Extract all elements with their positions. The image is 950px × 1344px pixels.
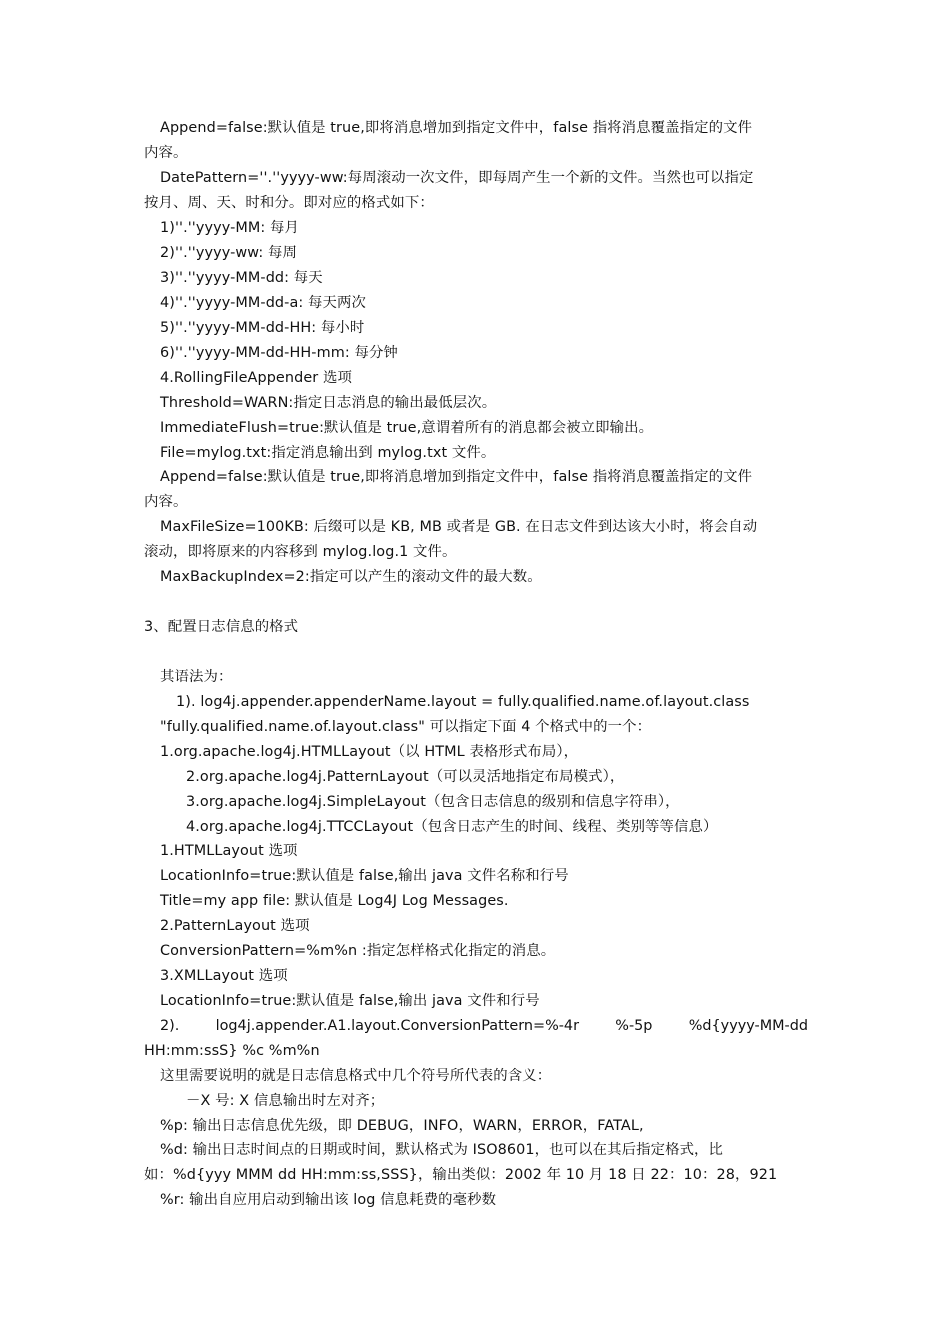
format-item: 3)''.''yyyy-MM-dd: 每天 (160, 270, 323, 286)
conversionpattern-line: ConversionPattern=%m%n :指定怎样格式化指定的消息。 (160, 943, 556, 959)
symbol-d: %d: 输出日志时间点的日期或时间，默认格式为 ISO8601，也可以在其后指定格式，比 (160, 1142, 724, 1158)
cp-part: log4j.appender.A1.layout.ConversionPattern=%-4r (215, 1018, 580, 1034)
append-line-2-cont: 内容。 (144, 494, 188, 510)
format-item: 6)''.''yyyy-MM-dd-HH-mm: 每分钟 (160, 345, 398, 361)
layout-class-line: "fully.qualified.name.of.layout.class" 可以指定下面 4 个格式中的一个： (160, 719, 652, 735)
datepattern-line: DatePattern=''.''yyyy-ww:每周滚动一次文件，即每周产生一个新的文件。当然也可以指定 (160, 170, 754, 186)
patternlayout-title: 2.PatternLayout 选项 (160, 918, 310, 934)
conversionpattern-example-cont: HH:mm:ssS} %c %m%n (144, 1043, 320, 1059)
symbol-p: %p: 输出日志信息优先级，即 DEBUG，INFO，WARN，ERROR，FATAL, (160, 1118, 644, 1134)
syntax-label: 其语法为： (160, 669, 233, 685)
layout-option: 4.org.apache.log4j.TTCCLayout（包含日志产生的时间、线程、类别等等信息） (186, 819, 718, 835)
maxfilesize-line-cont: 滚动，即将原来的内容移到 mylog.log.1 文件。 (144, 544, 457, 560)
section-heading: 3、配置日志信息的格式 (144, 619, 299, 635)
rolling-title: 4.RollingFileAppender 选项 (160, 370, 352, 386)
htmllayout-locationinfo: LocationInfo=true:默认值是 false,输出 java 文件名称和行号 (160, 868, 569, 884)
htmllayout-title: 1.HTMLLayout 选项 (160, 843, 298, 859)
symbol-r: %r: 输出自应用启动到输出该 log 信息耗费的毫秒数 (160, 1192, 497, 1208)
xmllayout-locationinfo: LocationInfo=true:默认值是 false,输出 java 文件和行号 (160, 993, 540, 1009)
format-item: 4)''.''yyyy-MM-dd-a: 每天两次 (160, 295, 366, 311)
layout-option: 2.org.apache.log4j.PatternLayout（可以灵活地指定布局模式）， (186, 769, 625, 785)
append-line-1: Append=false:默认值是 true,即将消息增加到指定文件中，false 指将消息覆盖指定的文件 (160, 120, 753, 136)
file-line: File=mylog.txt:指定消息输出到 mylog.txt 文件。 (160, 445, 496, 461)
immediateflush-line: ImmediateFlush=true:默认值是 true,意谓着所有的消息都会被立即输出。 (160, 420, 654, 436)
layout-option: 3.org.apache.log4j.SimpleLayout（包含日志信息的级别和信息字符串）， (186, 794, 680, 810)
append-line-1-cont: 内容。 (144, 145, 188, 161)
htmllayout-title-option: Title=my app file: 默认值是 Log4J Log Messages. (160, 893, 509, 909)
cp-part: %d{yyyy-MM-dd (688, 1018, 808, 1034)
layout-syntax-line: 1). log4j.appender.appenderName.layout = fully.qualified.name.of.layout.class (176, 694, 750, 710)
symbol-d-cont: 如：%d{yyy MMM dd HH:mm:ss,SSS}，输出类似：2002 年 10 月 18 日 22：10：28，921 (144, 1167, 778, 1183)
format-item: 5)''.''yyyy-MM-dd-HH: 每小时 (160, 320, 365, 336)
format-item: 1)''.''yyyy-MM: 每月 (160, 220, 300, 236)
maxbackupindex-line: MaxBackupIndex=2:指定可以产生的滚动文件的最大数。 (160, 569, 542, 585)
maxfilesize-line: MaxFileSize=100KB: 后缀可以是 KB, MB 或者是 GB. 在日志文件到达该大小时，将会自动 (160, 519, 758, 535)
symbols-intro: 这里需要说明的就是日志信息格式中几个符号所代表的含义： (160, 1068, 552, 1084)
format-item: 2)''.''yyyy-ww: 每周 (160, 245, 297, 261)
cp-part: 2). (160, 1018, 180, 1034)
symbol-minus-x: －X 号: X 信息输出时左对齐； (186, 1093, 385, 1109)
append-line-2: Append=false:默认值是 true,即将消息增加到指定文件中，false 指将消息覆盖指定的文件 (160, 469, 753, 485)
datepattern-line-cont: 按月、周、天、时和分。即对应的格式如下： (144, 195, 434, 211)
threshold-line: Threshold=WARN:指定日志消息的输出最低层次。 (160, 395, 497, 411)
cp-part: %-5p (615, 1018, 653, 1034)
xmllayout-title: 3.XMLLayout 选项 (160, 968, 288, 984)
conversionpattern-example (160, 1016, 808, 1036)
layout-option: 1.org.apache.log4j.HTMLLayout（以 HTML 表格形式布局）， (160, 744, 579, 760)
